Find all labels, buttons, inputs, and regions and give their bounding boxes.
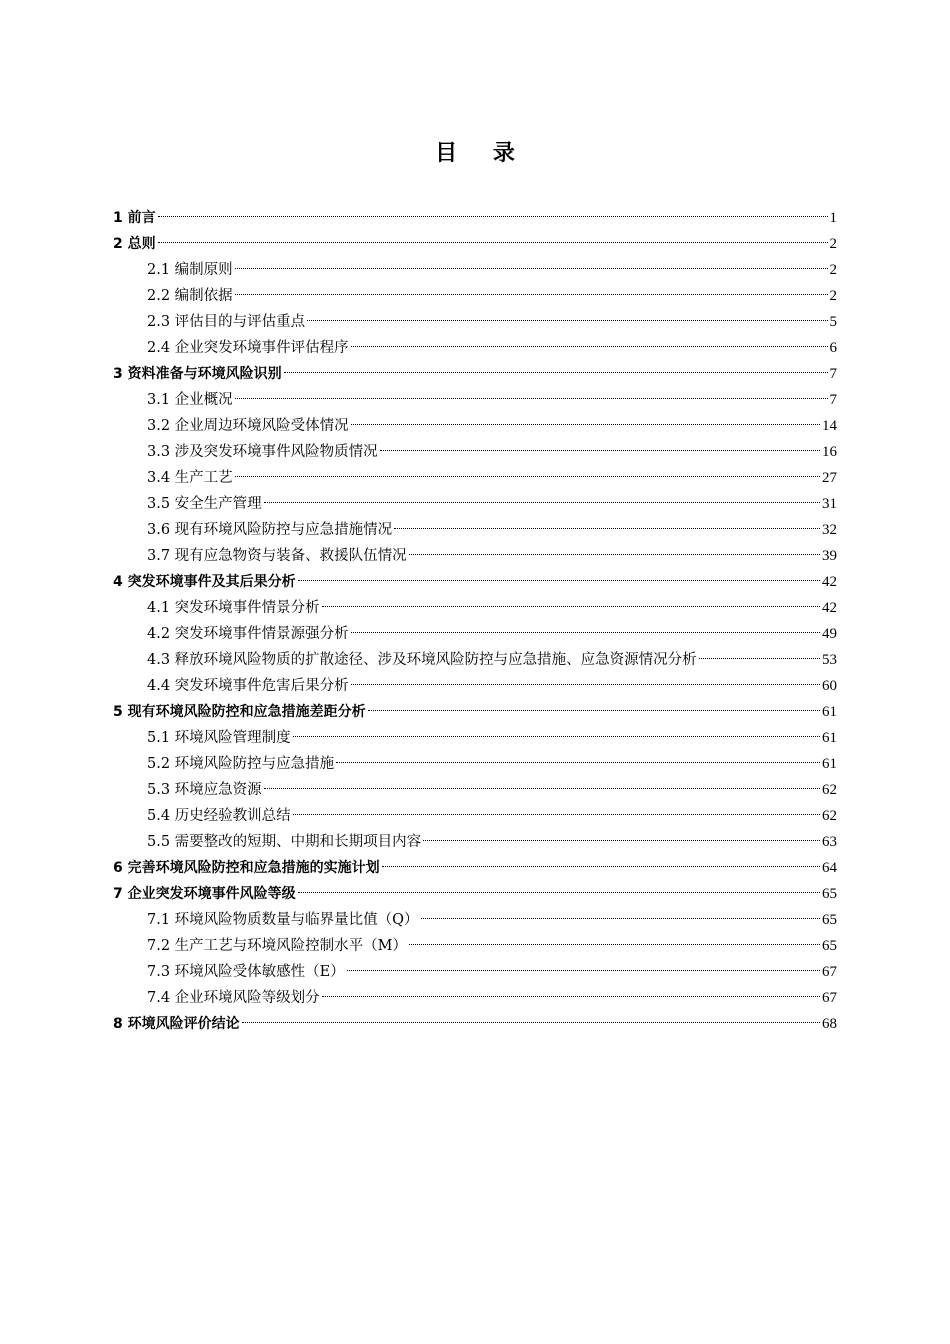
toc-entry-chapter[interactable] [113,881,837,907]
toc-entry-label: 3.7 现有应急物资与装备、救援队伍情况 [147,548,407,564]
toc-entry-page-number: 64 [822,860,837,876]
toc-title: 目 录 [435,141,529,166]
toc-entry-label: 7.1 环境风险物质数量与临界量比值（Q） [147,912,419,928]
toc-entry-page-number: 16 [822,444,837,460]
toc-dot-leader [284,372,828,373]
toc-entry-page-number: 7 [829,366,837,382]
toc-dot-leader [158,242,828,243]
toc-entry-label: 8 环境风险评价结论 [113,1016,240,1032]
toc-entry-chapter[interactable] [113,1011,837,1037]
toc-entry-section[interactable] [113,517,837,543]
toc-entry-page-number: 14 [822,418,837,434]
toc-entry-label: 3.6 现有环境风险防控与应急措施情况 [147,522,393,538]
toc-entry-section[interactable] [113,439,837,465]
toc-entry-label: 4.1 突发环境事件情景分析 [147,600,320,616]
toc-entry-section[interactable] [113,413,837,439]
toc-dot-leader [351,346,828,347]
toc-dot-leader [699,658,820,659]
toc-dot-leader [394,528,820,529]
toc-entry-page-number: 65 [822,886,837,902]
toc-entry-section[interactable] [113,725,837,751]
toc-entry-page-number: 32 [822,522,837,538]
toc-entry-section[interactable] [113,491,837,517]
toc-entry-chapter[interactable] [113,855,837,881]
toc-entry-page-number: 61 [822,730,837,746]
toc-entry-page-number: 6 [829,340,837,356]
toc-entry-page-number: 49 [822,626,837,642]
toc-dot-leader [368,710,820,711]
toc-dot-leader [322,996,820,997]
toc-entry-label: 4.2 突发环境事件情景源强分析 [147,626,349,642]
toc-entry-page-number: 1 [829,210,837,226]
toc-entry-section[interactable] [113,647,837,673]
toc-entry-page-number: 2 [829,236,837,252]
toc-entry-label: 5.4 历史经验教训总结 [147,808,291,824]
toc-entry-page-number: 53 [822,652,837,668]
toc-dot-leader [235,476,820,477]
toc-entry-page-number: 5 [829,314,837,330]
toc-entry-label: 7 企业突发环境事件风险等级 [113,886,296,902]
toc-entry-label: 3 资料准备与环境风险识别 [113,366,282,382]
toc-dot-leader [351,684,820,685]
toc-entry-section[interactable] [113,933,837,959]
toc-entry-label: 2.1 编制原则 [147,262,233,278]
toc-dot-leader [293,736,820,737]
toc-entry-label: 2.3 评估目的与评估重点 [147,314,306,330]
toc-list [113,205,837,1037]
toc-entry-page-number: 42 [822,600,837,616]
toc-entry-section[interactable] [113,621,837,647]
toc-entry-label: 4 突发环境事件及其后果分析 [113,574,296,590]
toc-entry-chapter[interactable] [113,699,837,725]
toc-entry-section[interactable] [113,387,837,413]
toc-entry-label: 3.3 涉及突发环境事件风险物质情况 [147,444,378,460]
toc-entry-section[interactable] [113,543,837,569]
toc-dot-leader [347,970,820,971]
toc-entry-section[interactable] [113,257,837,283]
toc-entry-label: 5.2 环境风险防控与应急措施 [147,756,335,772]
toc-entry-page-number: 62 [822,782,837,798]
toc-entry-label: 4.4 突发环境事件危害后果分析 [147,678,349,694]
toc-entry-label: 5 现有环境风险防控和应急措施差距分析 [113,704,366,720]
toc-entry-label: 3.2 企业周边环境风险受体情况 [147,418,349,434]
toc-entry-label: 5.5 需要整改的短期、中期和长期项目内容 [147,834,422,850]
toc-entry-page-number: 27 [822,470,837,486]
toc-entry-label: 3.5 安全生产管理 [147,496,262,512]
toc-entry-chapter[interactable] [113,205,837,231]
toc-entry-label: 2.4 企业突发环境事件评估程序 [147,340,349,356]
toc-entry-label: 5.3 环境应急资源 [147,782,262,798]
toc-dot-leader [409,944,820,945]
toc-entry-section[interactable] [113,465,837,491]
toc-dot-leader [351,632,820,633]
toc-dot-leader [293,814,820,815]
toc-dot-leader [380,450,820,451]
toc-entry-label: 2 总则 [113,236,156,252]
toc-dot-leader [307,320,827,321]
toc-dot-leader [336,762,820,763]
toc-entry-section[interactable] [113,777,837,803]
toc-entry-section[interactable] [113,907,837,933]
toc-entry-page-number: 61 [822,756,837,772]
toc-entry-section[interactable] [113,829,837,855]
toc-entry-page-number: 63 [822,834,837,850]
toc-dot-leader [421,918,820,919]
toc-entry-label: 7.3 环境风险受体敏感性（E） [147,964,345,980]
toc-dot-leader [322,606,820,607]
toc-dot-leader [242,1022,820,1023]
toc-dot-leader [382,866,820,867]
toc-entry-label: 6 完善环境风险防控和应急措施的实施计划 [113,860,380,876]
toc-entry-page-number: 39 [822,548,837,564]
toc-entry-page-number: 2 [829,288,837,304]
toc-dot-leader [423,840,820,841]
toc-entry-page-number: 2 [829,262,837,278]
toc-dot-leader [235,268,828,269]
toc-entry-section[interactable] [113,335,837,361]
toc-entry-page-number: 7 [829,392,837,408]
toc-entry-chapter[interactable] [113,361,837,387]
toc-entry-page-number: 67 [822,990,837,1006]
toc-dot-leader [298,580,820,581]
toc-entry-chapter[interactable] [113,231,837,257]
toc-entry-section[interactable] [113,309,837,335]
toc-entry-chapter[interactable] [113,569,837,595]
toc-entry-section[interactable] [113,595,837,621]
toc-dot-leader [158,216,828,217]
toc-entry-page-number: 31 [822,496,837,512]
toc-entry-label: 7.4 企业环境风险等级划分 [147,990,320,1006]
toc-dot-leader [298,892,820,893]
toc-dot-leader [264,788,820,789]
toc-entry-page-number: 68 [822,1016,837,1032]
toc-dot-leader [409,554,820,555]
toc-entry-section[interactable] [113,283,837,309]
toc-entry-label: 3.1 企业概况 [147,392,233,408]
toc-entry-page-number: 42 [822,574,837,590]
toc-entry-label: 7.2 生产工艺与环境风险控制水平（M） [147,938,408,954]
toc-entry-page-number: 65 [822,912,837,928]
toc-entry-section[interactable] [113,803,837,829]
toc-dot-leader [235,398,828,399]
toc-entry-label: 4.3 释放环境风险物质的扩散途径、涉及环境风险防控与应急措施、应急资源情况分析 [147,652,697,668]
toc-entry-section[interactable] [113,673,837,699]
toc-entry-label: 2.2 编制依据 [147,288,233,304]
toc-entry-section[interactable] [113,985,837,1011]
toc-entry-page-number: 62 [822,808,837,824]
toc-dot-leader [235,294,828,295]
toc-entry-label: 5.1 环境风险管理制度 [147,730,291,746]
toc-entry-page-number: 65 [822,938,837,954]
toc-entry-page-number: 60 [822,678,837,694]
toc-entry-label: 3.4 生产工艺 [147,470,233,486]
toc-dot-leader [264,502,820,503]
toc-entry-page-number: 61 [822,704,837,720]
toc-dot-leader [351,424,820,425]
toc-entry-page-number: 67 [822,964,837,980]
toc-entry-label: 1 前言 [113,210,156,226]
toc-entry-section[interactable] [113,751,837,777]
toc-entry-section[interactable] [113,959,837,985]
